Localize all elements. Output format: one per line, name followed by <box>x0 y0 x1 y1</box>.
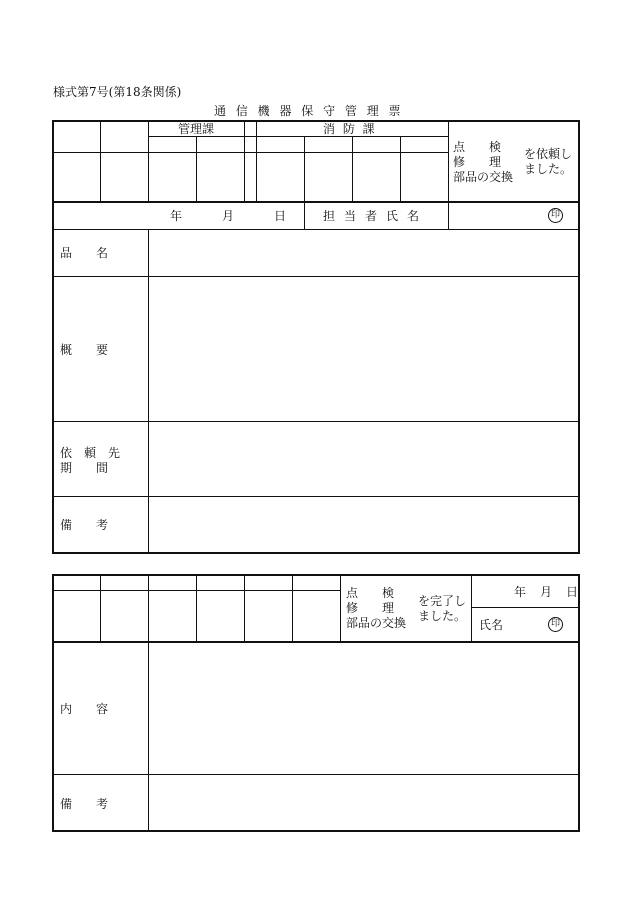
divider <box>304 203 305 229</box>
divider <box>196 136 197 201</box>
divider <box>53 276 580 277</box>
divider <box>196 575 197 641</box>
divider <box>292 575 293 641</box>
divider <box>400 136 401 201</box>
request-type-repair: 修 理 <box>453 155 502 169</box>
divider <box>148 643 149 830</box>
form-number: 様式第7号(第18条関係) <box>53 85 182 99</box>
divider <box>448 203 449 229</box>
divider <box>53 774 580 775</box>
divider <box>53 590 341 591</box>
completion-date-label: 年 月 日 <box>514 585 580 599</box>
divider <box>340 575 341 641</box>
page-title: 通 信 機 器 保 守 管 理 票 <box>214 104 404 118</box>
row-label-contractor: 依 頼 先 <box>60 446 121 460</box>
seal-stamp-icon: 印 <box>548 617 563 632</box>
completion-suffix-line1: を完了し <box>418 594 467 608</box>
divider <box>53 229 580 230</box>
completion-name-label: 氏名 <box>479 618 504 632</box>
divider <box>100 575 101 641</box>
divider <box>148 136 448 137</box>
request-suffix-line2: ました。 <box>524 162 573 176</box>
divider <box>256 121 257 201</box>
divider <box>471 575 472 641</box>
dept-management-label: 管理課 <box>178 122 215 136</box>
completion-type-repair: 修 理 <box>346 601 395 615</box>
row-label-remarks-bottom: 備 考 <box>60 797 109 811</box>
row-label-remarks: 備 考 <box>60 518 109 532</box>
request-type-parts-exchange: 部品の交換 <box>453 170 514 184</box>
divider <box>53 496 580 497</box>
request-type-inspection: 点 検 <box>453 140 502 154</box>
divider <box>53 641 580 643</box>
divider <box>244 575 245 641</box>
divider <box>148 230 149 552</box>
completion-type-parts-exchange: 部品の交換 <box>346 616 407 630</box>
person-in-charge-label: 担当者氏名 <box>323 209 429 223</box>
divider <box>53 152 448 153</box>
completion-type-inspection: 点 検 <box>346 586 395 600</box>
divider <box>148 575 149 641</box>
divider <box>148 121 149 201</box>
row-label-summary: 概 要 <box>60 343 109 357</box>
divider <box>448 121 449 201</box>
divider <box>53 201 580 203</box>
request-form-table <box>52 120 580 554</box>
dept-fire-label: 消 防 課 <box>323 122 377 136</box>
completion-suffix-line2: ました。 <box>418 609 467 623</box>
divider <box>53 421 580 422</box>
completion-form-table <box>52 574 580 832</box>
request-suffix-line1: を依頼し <box>524 147 573 161</box>
divider <box>244 121 245 201</box>
request-date-label: 年 月 日 <box>170 209 301 223</box>
divider <box>304 136 305 201</box>
row-label-item-name: 品 名 <box>60 246 109 260</box>
divider <box>471 607 579 608</box>
row-label-content: 内 容 <box>60 702 109 716</box>
divider <box>100 121 101 201</box>
row-label-period: 期 間 <box>60 461 109 475</box>
divider <box>352 136 353 201</box>
seal-stamp-icon: 印 <box>548 208 563 223</box>
